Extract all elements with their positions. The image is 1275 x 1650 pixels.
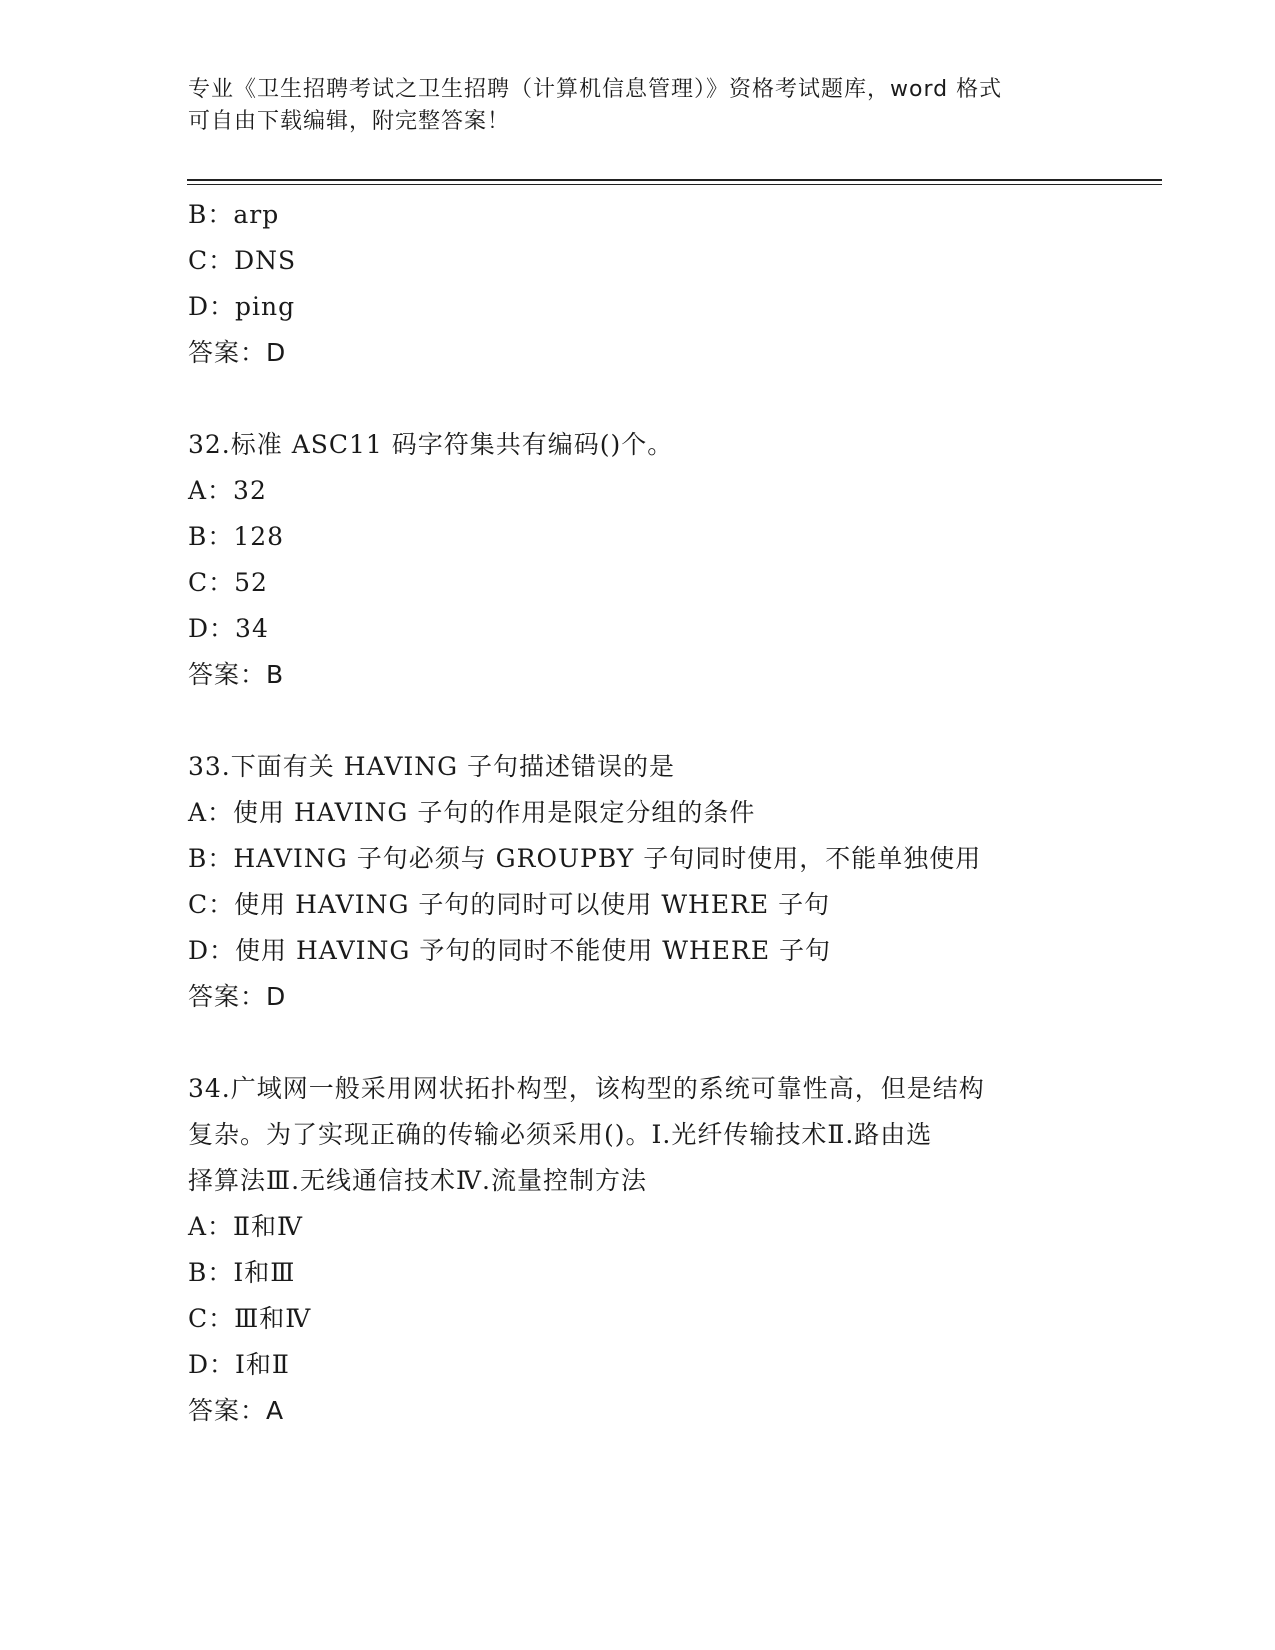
- spacer: [188, 698, 1088, 744]
- answer: 答案：A: [188, 1396, 285, 1425]
- question-stem-line-1: 34.广域网一般采用网状拓扑构型，该构型的系统可靠性高，但是结构: [188, 1074, 985, 1103]
- option-a: A：Ⅱ和Ⅳ: [188, 1212, 304, 1241]
- answer: 答案：D: [188, 338, 287, 367]
- option-d: D：ping: [188, 292, 296, 321]
- header-line-1: 专业《卫生招聘考试之卫生招聘（计算机信息管理）》资格考试题库，word 格式: [188, 77, 1003, 102]
- question-33: [188, 744, 1088, 1020]
- option-b: B：arp: [188, 200, 280, 229]
- option-b: B：HAVING 子句必须与 GROUPBY 子句同时使用，不能单独使用: [188, 844, 982, 873]
- option-c: C：Ⅲ和Ⅳ: [188, 1304, 312, 1333]
- question-list: [188, 192, 1088, 1434]
- question-34: [188, 1066, 1088, 1434]
- option-c: C：DNS: [188, 246, 297, 275]
- option-a: A：使用 HAVING 子句的作用是限定分组的条件: [188, 798, 756, 827]
- question-32: [188, 422, 1088, 698]
- answer: 答案：B: [188, 660, 285, 689]
- answer: 答案：D: [188, 982, 287, 1011]
- question-stem: 33.下面有关 HAVING 子句描述错误的是: [188, 752, 676, 781]
- option-c: C：52: [188, 568, 268, 597]
- option-a: A：32: [188, 476, 267, 505]
- spacer: [188, 376, 1088, 422]
- question-31: [188, 192, 1088, 376]
- header-rule-thin: [187, 184, 1162, 185]
- header-line-2: 可自由下载编辑，附完整答案！: [188, 109, 511, 134]
- question-stem-line-3: 择算法Ⅲ.无线通信技术Ⅳ.流量控制方法: [188, 1166, 647, 1195]
- header-rule-thick: [187, 179, 1162, 181]
- option-c: C：使用 HAVING 子句的同时可以使用 WHERE 子句: [188, 890, 831, 919]
- option-d: D：Ⅰ和Ⅱ: [188, 1350, 290, 1379]
- spacer: [188, 1020, 1088, 1066]
- question-stem: 32.标准 ASC11 码字符集共有编码()个。: [188, 430, 674, 459]
- option-d: D：使用 HAVING 予句的同时不能使用 WHERE 子句: [188, 936, 832, 965]
- option-b: B：Ⅰ和Ⅲ: [188, 1258, 296, 1287]
- document-header: [188, 74, 1088, 138]
- option-d: D：34: [188, 614, 269, 643]
- option-b: B：128: [188, 522, 285, 551]
- question-stem-line-2: 复杂。为了实现正确的传输必须采用()。Ⅰ.光纤传输技术Ⅱ.路由选: [188, 1120, 933, 1149]
